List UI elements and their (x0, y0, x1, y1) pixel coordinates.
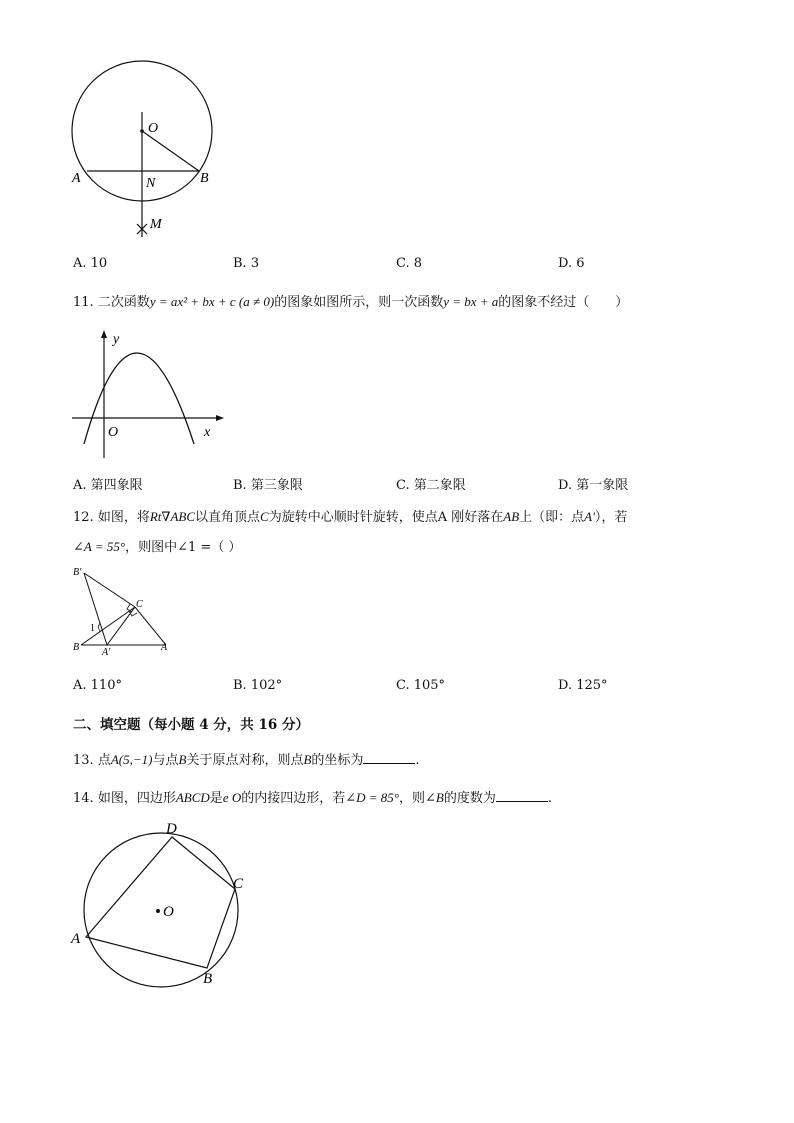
q11-y-arrow (101, 330, 107, 338)
q13-point-b-2: B (303, 752, 312, 767)
q12-point-a-prime: A' (584, 509, 595, 524)
q11-parabola (84, 353, 194, 444)
q10-choice-b[interactable]: B. 3 (233, 256, 260, 271)
q14-label-a: A (71, 931, 81, 947)
q11-stem (73, 291, 628, 310)
q11-label-x: x (204, 425, 211, 440)
q10-choice-c[interactable]: C. 8 (396, 256, 423, 271)
q11-choice-a[interactable]: A. 第四象限 (73, 478, 143, 493)
q14-circle (84, 833, 238, 987)
q14-quad-name: ABCD (175, 790, 210, 805)
q14-center-dot (156, 909, 160, 913)
q11-x-arrow (216, 415, 224, 421)
q14-answer-blank[interactable] (496, 789, 548, 802)
q12-segment-a1c (107, 607, 135, 645)
q10-label-m: M (150, 217, 162, 232)
q12-label-a: A (161, 642, 168, 653)
section-2-title: 二、填空题（每小题 4 分，共 16 分） (73, 717, 309, 733)
q13-text-4: 的坐标为 (311, 753, 364, 768)
q13-answer-blank[interactable] (363, 751, 415, 764)
q12-right-angle-mark-2 (127, 604, 132, 612)
q11-formula-linear: y = bx + a (443, 294, 499, 309)
q12-text-7: （ ） (211, 540, 242, 555)
q10-label-b: B (200, 171, 209, 186)
q13-period: . (415, 753, 420, 768)
q12-choice-b[interactable]: B. 102° (233, 678, 283, 693)
q13-point-a: A(5,−1) (110, 752, 153, 767)
q14-label-b: B (203, 971, 213, 987)
q14-label-c: C (233, 876, 244, 892)
q12-text-4: 上（即：点 (519, 510, 585, 525)
q10-choice-a[interactable]: A. 10 (73, 256, 108, 271)
q12-choice-d[interactable]: D. 125° (558, 678, 608, 693)
q11-label-o: O (108, 425, 119, 440)
q12-choice-c[interactable]: C. 105° (396, 678, 446, 693)
q11-text-suffix: 的图象不经过（ ） (498, 295, 629, 310)
q12-right-angle-mark-1 (129, 611, 137, 616)
q12-triangle-name: Rt∇ABC (149, 509, 196, 524)
q14-text-3: 的内接四边形，若 (241, 791, 346, 806)
q13-text-1: 点 (97, 753, 111, 768)
q14-text-5: 的度数为 (443, 791, 496, 806)
q14-angle-d: ∠D = 85° (345, 790, 400, 805)
q11-choice-d[interactable]: D. 第一象限 (558, 478, 629, 493)
q12-angle-1-arc (99, 623, 101, 631)
q12-text-5: ），若 (594, 510, 628, 525)
q12-label-b-prime: B' (73, 567, 82, 578)
q14-figure (65, 816, 255, 988)
q12-text-3: 为旋转中心顺时针旋转，使点A 刚好落在 (268, 510, 504, 525)
q12-angle-a: ∠A = 55° (73, 539, 126, 554)
q12-label-c: C (136, 599, 143, 610)
q10-label-a: A (72, 171, 81, 186)
q12-point-c: C (260, 509, 269, 524)
q13-text-3: 关于原点对称，则点 (186, 753, 304, 768)
q12-stem-line1 (73, 506, 627, 525)
q14-text-1: 如图，四边形 (97, 791, 176, 806)
q10-label-o: O (148, 121, 159, 136)
q12-label-1: 1 (90, 623, 95, 634)
q12-stem-line2 (73, 536, 241, 555)
q14-angle-b: ∠B (425, 790, 444, 805)
q11-figure (68, 326, 233, 461)
q11-formula-quadratic: y = ax² + bx + c (a ≠ 0) (149, 294, 275, 309)
q11-number: 11. (73, 295, 94, 310)
q12-text-1: 如图，将 (97, 510, 150, 525)
q13-point-b: B (178, 752, 187, 767)
q11-choice-b[interactable]: B. 第三象限 (233, 478, 303, 493)
q12-figure (68, 562, 178, 657)
q12-label-a-prime: A' (102, 647, 111, 657)
q14-stem (73, 787, 552, 806)
q12-choice-a[interactable]: A. 110° (73, 678, 122, 693)
q14-number: 14. (73, 791, 94, 806)
q12-angle-1: ∠1 = (177, 540, 212, 555)
q14-label-d: D (166, 821, 177, 837)
q13-number: 13. (73, 753, 94, 768)
q12-label-b: B (73, 642, 80, 653)
q10-label-n: N (146, 176, 156, 191)
q12-text-2: 以直角顶点 (195, 510, 261, 525)
q10-line-ob (142, 131, 199, 171)
q12-segment-ab: AB (503, 509, 520, 524)
q12-text-6: ，则图中 (125, 540, 178, 555)
q14-text-4: ，则 (399, 791, 426, 806)
q12-segment-ca (135, 607, 166, 645)
q14-period: . (547, 791, 553, 806)
q11-text-prefix: 二次函数 (97, 295, 150, 310)
q11-choice-c[interactable]: C. 第二象限 (396, 478, 466, 493)
q14-label-o: O (163, 904, 174, 920)
q14-circle-name: e O (222, 790, 242, 805)
q10-center-dot (140, 129, 144, 133)
q11-text-mid: 的图象如图所示，则一次函数 (274, 295, 444, 310)
q13-text-2: 与点 (152, 753, 179, 768)
q10-choice-d[interactable]: D. 6 (558, 256, 585, 271)
q10-figure (60, 10, 230, 245)
q12-segment-b1c (84, 573, 135, 607)
q12-number: 12. (73, 510, 94, 525)
q11-label-y: y (113, 332, 120, 347)
q14-quadrilateral (86, 837, 235, 968)
q13-stem (73, 749, 420, 768)
q14-text-2: 是 (209, 791, 223, 806)
